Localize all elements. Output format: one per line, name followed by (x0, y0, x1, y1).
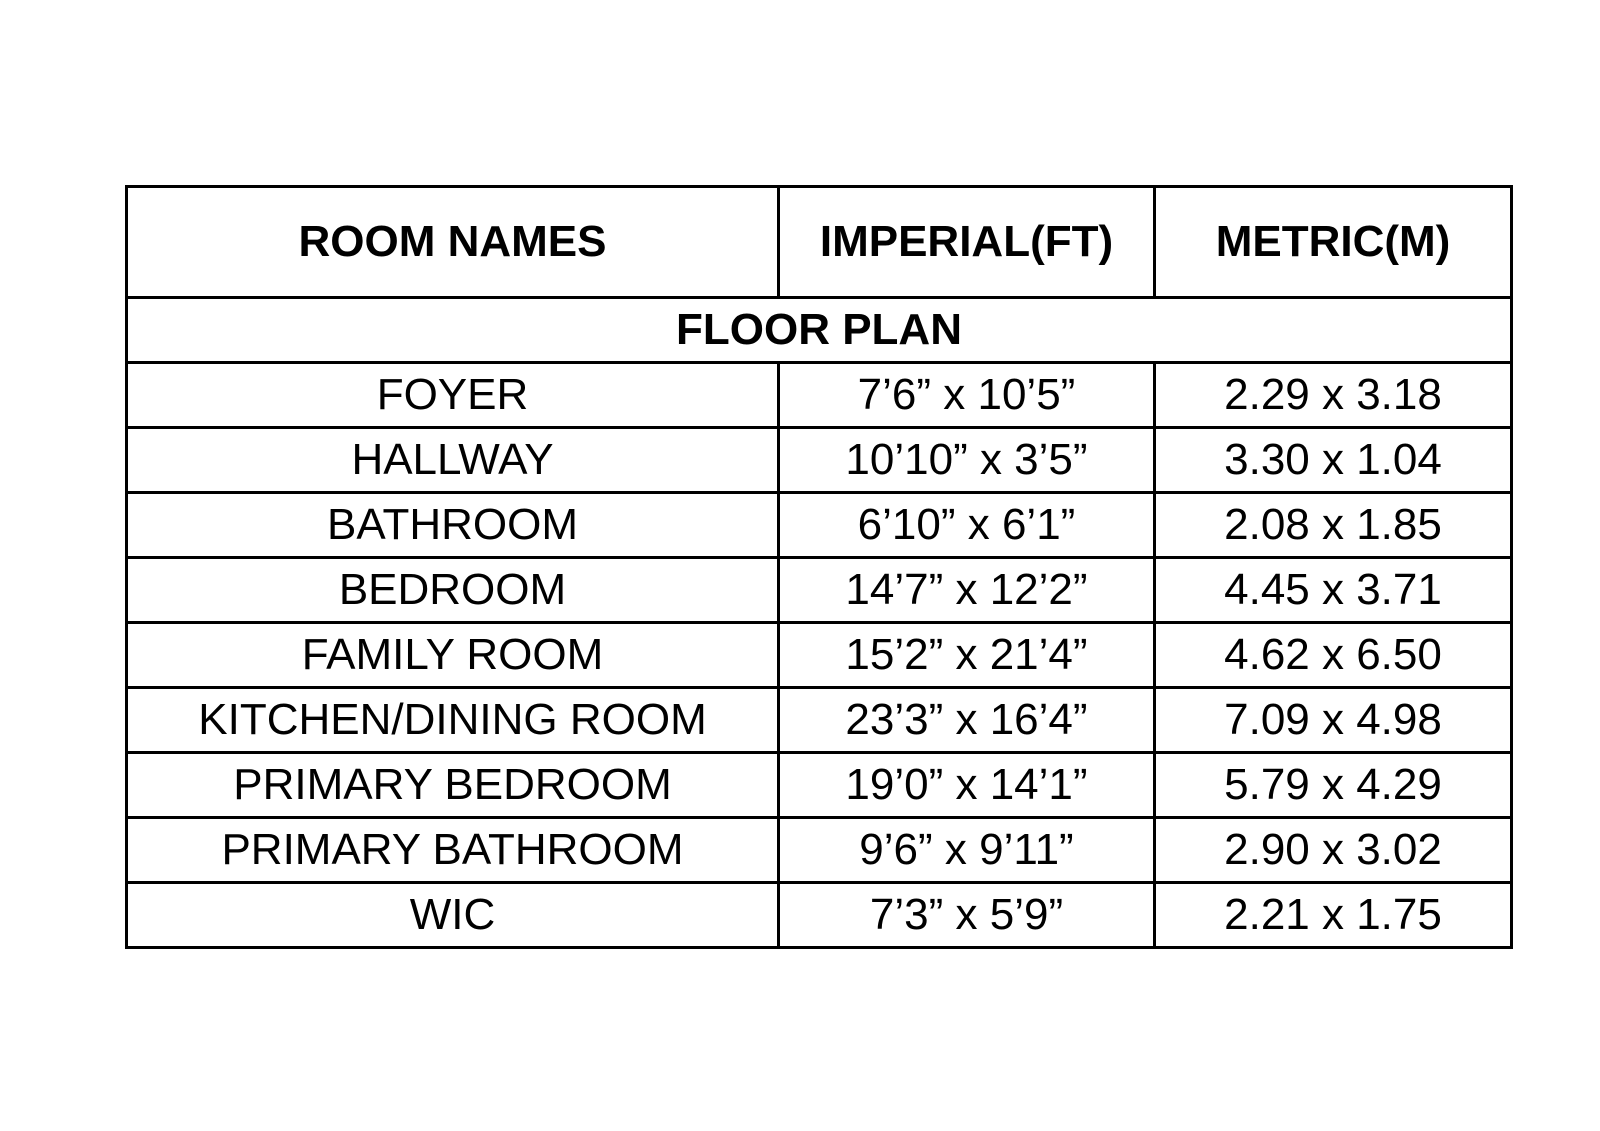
header-metric: METRIC(M) (1155, 187, 1512, 298)
imperial-cell: 10’10” x 3’5” (779, 428, 1155, 493)
header-room-names: ROOM NAMES (127, 187, 779, 298)
room-name-cell: HALLWAY (127, 428, 779, 493)
room-name-cell: BATHROOM (127, 493, 779, 558)
metric-cell: 4.45 x 3.71 (1155, 558, 1512, 623)
imperial-cell: 9’6” x 9’11” (779, 818, 1155, 883)
imperial-cell: 15’2” x 21’4” (779, 623, 1155, 688)
room-name-cell: FOYER (127, 363, 779, 428)
metric-cell: 2.29 x 3.18 (1155, 363, 1512, 428)
table-row (127, 558, 1512, 623)
imperial-cell: 14’7” x 12’2” (779, 558, 1155, 623)
header-row (127, 187, 1512, 298)
room-dimensions-table-container (125, 185, 1510, 949)
imperial-cell: 7’6” x 10’5” (779, 363, 1155, 428)
table-row (127, 818, 1512, 883)
header-imperial: IMPERIAL(FT) (779, 187, 1155, 298)
section-row (127, 298, 1512, 363)
metric-cell: 4.62 x 6.50 (1155, 623, 1512, 688)
metric-cell: 2.21 x 1.75 (1155, 883, 1512, 948)
metric-cell: 5.79 x 4.29 (1155, 753, 1512, 818)
room-name-cell: WIC (127, 883, 779, 948)
metric-cell: 2.08 x 1.85 (1155, 493, 1512, 558)
metric-cell: 2.90 x 3.02 (1155, 818, 1512, 883)
room-name-cell: PRIMARY BATHROOM (127, 818, 779, 883)
room-dimensions-table (125, 185, 1513, 949)
imperial-cell: 7’3” x 5’9” (779, 883, 1155, 948)
table-row (127, 753, 1512, 818)
section-title: FLOOR PLAN (127, 298, 1512, 363)
imperial-cell: 19’0” x 14’1” (779, 753, 1155, 818)
table-row (127, 428, 1512, 493)
room-name-cell: BEDROOM (127, 558, 779, 623)
room-name-cell: KITCHEN/DINING ROOM (127, 688, 779, 753)
table-row (127, 363, 1512, 428)
table-row (127, 883, 1512, 948)
table-body (127, 298, 1512, 948)
metric-cell: 3.30 x 1.04 (1155, 428, 1512, 493)
room-name-cell: PRIMARY BEDROOM (127, 753, 779, 818)
table-row (127, 493, 1512, 558)
imperial-cell: 6’10” x 6’1” (779, 493, 1155, 558)
metric-cell: 7.09 x 4.98 (1155, 688, 1512, 753)
table-row (127, 623, 1512, 688)
room-name-cell: FAMILY ROOM (127, 623, 779, 688)
table-row (127, 688, 1512, 753)
imperial-cell: 23’3” x 16’4” (779, 688, 1155, 753)
